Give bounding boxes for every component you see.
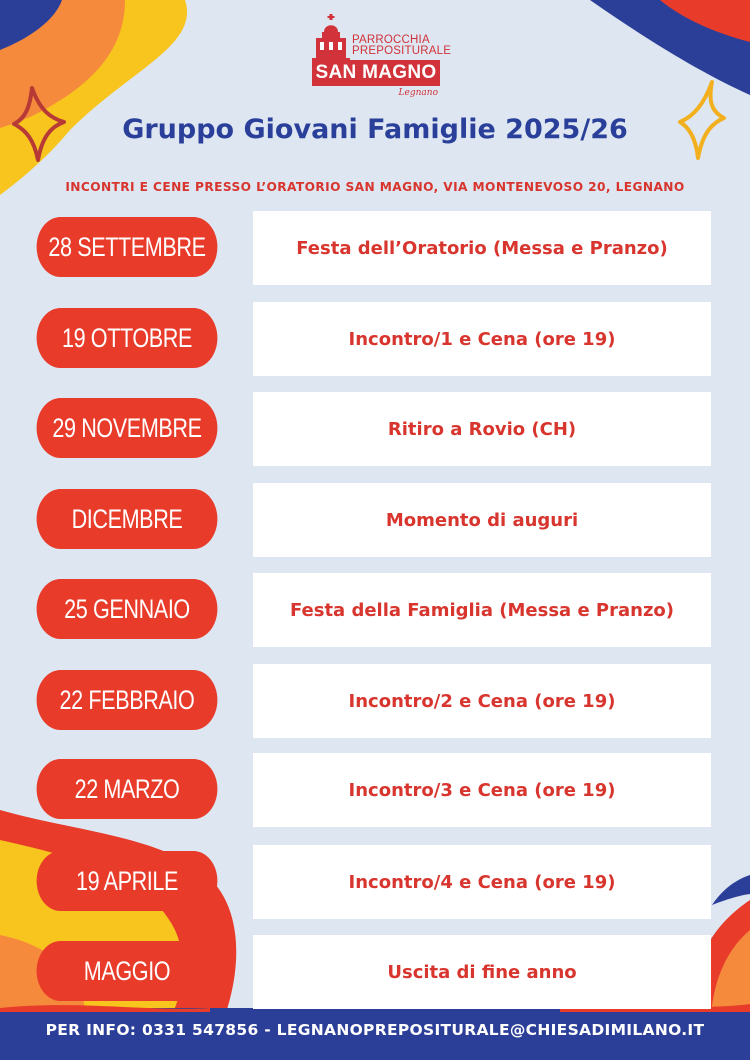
event-row xyxy=(0,392,750,466)
event-description: Uscita di fine anno xyxy=(253,935,711,1009)
event-row xyxy=(0,483,750,557)
logo-signature: Legnano xyxy=(398,88,438,98)
church-logo-icon xyxy=(312,14,350,62)
contact-footer: PER INFO: 0331 547856 - LEGNANOPREPOSITURALE@CHIESADIMILANO.IT xyxy=(45,1021,705,1039)
logo-prepositurale-label: PREPOSITURALE xyxy=(352,45,452,57)
event-date-pill: 19 APRILE xyxy=(37,851,218,911)
page-title: Gruppo Giovani Famiglie 2025/26 xyxy=(122,114,628,145)
event-row xyxy=(0,573,750,647)
event-row xyxy=(0,302,750,376)
event-date-pill: 19 OTTOBRE xyxy=(37,308,218,368)
event-date-pill: 22 MARZO xyxy=(37,759,218,819)
event-description: Ritiro a Rovio (CH) xyxy=(253,392,711,466)
event-description: Momento di auguri xyxy=(253,483,711,557)
event-date-pill: MAGGIO xyxy=(37,941,218,1001)
event-date-pill: 29 NOVEMBRE xyxy=(37,398,218,458)
event-description: Incontro/2 e Cena (ore 19) xyxy=(253,664,711,738)
parish-logo xyxy=(312,14,452,100)
event-description: Incontro/1 e Cena (ore 19) xyxy=(253,302,711,376)
event-row xyxy=(0,753,750,827)
event-description: Incontro/4 e Cena (ore 19) xyxy=(253,845,711,919)
event-row xyxy=(0,664,750,738)
event-description: Festa della Famiglia (Messa e Pranzo) xyxy=(253,573,711,647)
logo-parish-label: PARROCCHIA xyxy=(352,34,430,46)
event-description: Festa dell’Oratorio (Messa e Pranzo) xyxy=(253,211,711,285)
event-date-pill: 25 GENNAIO xyxy=(37,579,218,639)
event-date-pill: 28 SETTEMBRE xyxy=(37,217,218,277)
event-row xyxy=(0,935,750,1009)
event-row xyxy=(0,211,750,285)
event-row xyxy=(0,845,750,919)
logo-name-banner: SAN MAGNO xyxy=(312,60,440,86)
venue-subtitle: INCONTRI E CENE PRESSO L’ORATORIO SAN MAGNO, VIA MONTENEVOSO 20, LEGNANO xyxy=(65,180,685,194)
event-date-pill: 22 FEBBRAIO xyxy=(37,670,218,730)
event-date-pill: DICEMBRE xyxy=(37,489,218,549)
event-description: Incontro/3 e Cena (ore 19) xyxy=(253,753,711,827)
